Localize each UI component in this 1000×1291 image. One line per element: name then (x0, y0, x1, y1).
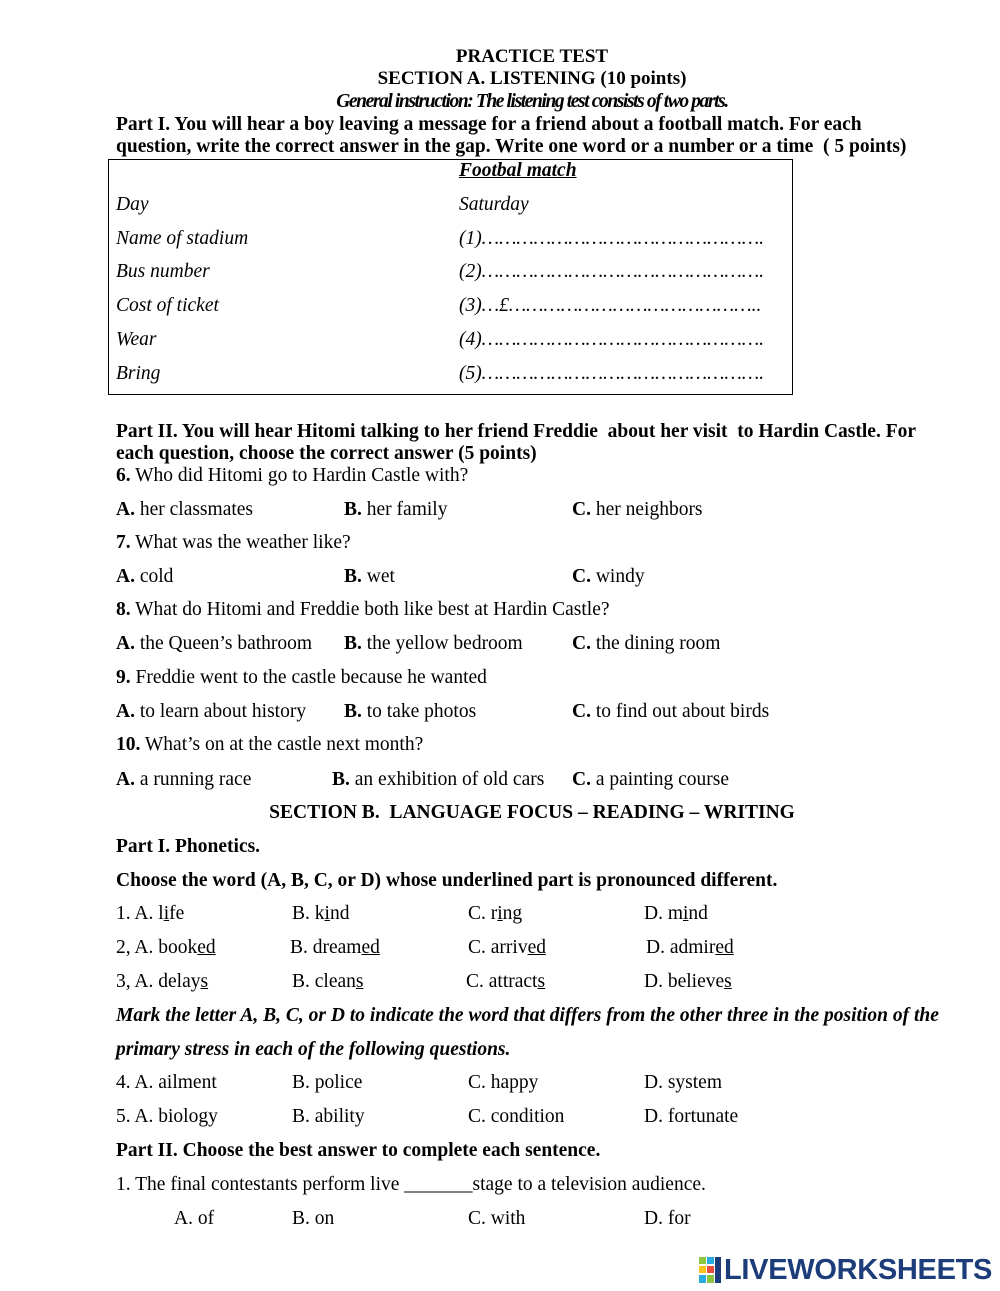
option-a (116, 903, 184, 925)
question-number: 10. (116, 734, 141, 755)
row-label: Name of stadium (116, 228, 249, 249)
question-number: 6. (116, 465, 131, 486)
underlined-part: s (355, 971, 364, 992)
section-b-heading: SECTION B. LANGUAGE FOCUS – READING – WRITING (269, 802, 795, 823)
option-text: windy (590, 566, 645, 587)
underlined-part: i (497, 903, 503, 924)
option-text: the dining room (590, 633, 721, 654)
option-a (116, 971, 208, 993)
option-b: B. ability (292, 1106, 365, 1127)
word-suffix: nd (329, 903, 350, 924)
word-prefix: B. k (292, 903, 325, 924)
pronunciation-question-1 (0, 903, 1000, 925)
option-a (116, 769, 251, 791)
option-text: her classmates (134, 499, 254, 520)
option-letter: B. (332, 769, 350, 790)
question-9 (116, 667, 487, 689)
question-6 (116, 465, 468, 487)
option-d: D. for (644, 1208, 691, 1229)
option-b (292, 971, 363, 993)
option-c (572, 566, 645, 588)
word-suffix: nd (688, 903, 708, 924)
table-row-day (109, 194, 792, 216)
option-a: 5. A. biology (116, 1106, 218, 1127)
question-number: 8. (116, 599, 131, 620)
option-letter: B. (344, 633, 362, 654)
option-b (344, 633, 523, 655)
word-prefix: 2, A. book (116, 937, 198, 958)
option-text: the Queen’s bathroom (134, 633, 313, 654)
underlined-part: s (724, 971, 732, 992)
grammar-question-1 (116, 1174, 706, 1196)
word-prefix: D. believe (644, 971, 725, 992)
word-prefix: D. admir (646, 937, 716, 958)
word-prefix: C. arriv (468, 937, 528, 958)
table-row-wear (109, 329, 792, 351)
option-a: 4. A. ailment (116, 1072, 217, 1093)
question-text: What was the weather like? (130, 532, 351, 553)
question-8-options (0, 633, 1000, 655)
stress-instruction-line2: primary stress in each of the following questions. (116, 1039, 511, 1060)
option-b (332, 769, 544, 791)
option-text: her neighbors (590, 499, 703, 520)
option-d (644, 971, 732, 993)
option-c (468, 903, 522, 925)
question-number: 7. (116, 532, 131, 553)
word-prefix: B. dream (290, 937, 362, 958)
option-c (572, 701, 769, 723)
underlined-part: i (163, 903, 170, 924)
stress-instruction-line1: Mark the letter A, B, C, or D to indicate the word that differs from the other three in the position of the (116, 1005, 939, 1026)
option-letter: C. (572, 769, 591, 790)
general-instruction: General instruction: The listening test consists of two parts. (336, 91, 728, 112)
option-c (572, 499, 703, 521)
stress-question-5 (0, 1106, 1000, 1128)
table-row-stadium (109, 228, 792, 250)
answer-gap-2[interactable]: (2)…………………………………………. (459, 261, 765, 282)
option-text: the yellow bedroom (361, 633, 523, 654)
question-text: What do Hitomi and Freddie both like best at Hardin Castle? (130, 599, 610, 620)
pronunciation-question-3 (0, 971, 1000, 993)
option-c: C. condition (468, 1106, 565, 1127)
question-7-options (0, 566, 1000, 588)
option-text: to find out about birds (590, 701, 770, 722)
option-b: B. on (292, 1208, 335, 1229)
table-row-bring (109, 363, 792, 385)
underlined-part: s (537, 971, 546, 992)
option-text: an exhibition of old cars (349, 769, 545, 790)
part2-instruction-line1: Part II. You will hear Hitomi talking to her friend Freddie about her visit to Hardin Castle. For (116, 421, 917, 442)
option-c: C. happy (468, 1072, 539, 1093)
word-prefix: B. clean (292, 971, 356, 992)
answer-gap-3[interactable]: (3)…£…………………………………….. (459, 295, 762, 316)
option-letter: B. (344, 499, 362, 520)
word-prefix: D. m (644, 903, 683, 924)
section-a-heading: SECTION A. LISTENING (10 points) (377, 68, 687, 89)
row-label: Wear (116, 329, 157, 350)
option-letter: B. (344, 701, 362, 722)
question-text: Who did Hitomi go to Hardin Castle with? (130, 465, 469, 486)
option-c (572, 633, 720, 655)
option-b (290, 937, 380, 959)
question-number: 9. (116, 667, 131, 688)
option-a (116, 701, 306, 723)
option-letter: A. (116, 769, 135, 790)
option-letter: C. (572, 633, 591, 654)
option-letter: C. (572, 566, 591, 587)
liveworksheets-logo-icon (699, 1257, 722, 1289)
liveworksheets-logo-text: LIVEWORKSHEETS (724, 1254, 993, 1286)
question-6-options (0, 499, 1000, 521)
table-row-bus-number (109, 261, 792, 283)
question-9-options (0, 701, 1000, 723)
option-b (344, 499, 447, 521)
option-letter: A. (116, 566, 135, 587)
part1-instruction-line1: Part I. You will hear a boy leaving a message for a friend about a football match. For each (116, 114, 862, 135)
grammar-question-1-options (0, 1208, 1000, 1230)
question-10 (116, 734, 423, 756)
word-suffix: ng (502, 903, 523, 924)
underlined-part: ed (361, 937, 380, 958)
underlined-part: ed (715, 937, 734, 958)
answer-gap-1[interactable]: (1)…………………………………………. (459, 228, 765, 249)
option-d: D. system (644, 1072, 722, 1093)
option-a (116, 633, 312, 655)
option-d (644, 903, 708, 925)
word-prefix: C. r (468, 903, 498, 924)
option-c (572, 769, 729, 791)
underlined-part: i (324, 903, 330, 924)
option-c (466, 971, 545, 993)
option-text: a running race (134, 769, 252, 790)
option-letter: B. (344, 566, 362, 587)
table-title: Footbal match (459, 160, 577, 181)
option-text: to take photos (361, 701, 477, 722)
option-letter: A. (116, 701, 135, 722)
liveworksheets-logo (699, 1253, 994, 1287)
underlined-part: i (683, 903, 689, 924)
answer-blank[interactable]: _______ (404, 1174, 473, 1195)
option-letter: C. (572, 499, 591, 520)
option-letter: A. (116, 633, 135, 654)
option-b (344, 566, 395, 588)
option-b: B. police (292, 1072, 363, 1093)
answer-gap-4[interactable]: (4)…………………………………………. (459, 329, 765, 350)
option-text: cold (134, 566, 174, 587)
part2-instruction-line2: each question, choose the correct answer (5 points) (116, 443, 537, 464)
sentence-end: stage to a television audience. (472, 1174, 706, 1195)
table-row-ticket-cost (109, 295, 792, 317)
part2-grammar-title: Part II. Choose the best answer to complete each sentence. (116, 1140, 601, 1161)
option-c: C. with (468, 1208, 526, 1229)
option-a (116, 937, 216, 959)
option-a (116, 499, 253, 521)
option-text: her family (361, 499, 448, 520)
question-text: Freddie went to the castle because he wanted (130, 667, 487, 688)
word-prefix: 1. A. l (116, 903, 164, 924)
row-value: Saturday (459, 194, 529, 215)
option-d (646, 937, 734, 959)
underlined-part: s (200, 971, 209, 992)
part1-instruction-line2: question, write the correct answer in the gap. Write one word or a number or a time ( 5 points) (116, 136, 907, 157)
question-10-options (0, 769, 1000, 791)
underlined-part: ed (197, 937, 216, 958)
sentence-start: 1. The final contestants perform live (116, 1174, 405, 1195)
stress-question-4 (0, 1072, 1000, 1094)
option-text: wet (361, 566, 395, 587)
option-letter: A. (116, 499, 135, 520)
answer-gap-5[interactable]: (5)…………………………………………. (459, 363, 765, 384)
page-title: PRACTICE TEST (455, 46, 609, 67)
underlined-part: ed (527, 937, 546, 958)
option-c (468, 937, 546, 959)
row-label: Bring (116, 363, 161, 384)
row-label: Bus number (116, 261, 210, 282)
option-text: a painting course (590, 769, 730, 790)
pronunciation-question-2 (0, 937, 1000, 959)
question-8 (116, 599, 610, 621)
option-b (292, 903, 349, 925)
pronunciation-instruction: Choose the word (A, B, C, or D) whose underlined part is pronounced different. (116, 870, 778, 891)
row-label: Cost of ticket (116, 295, 219, 316)
question-text: What’s on at the castle next month? (140, 734, 424, 755)
option-a (116, 566, 173, 588)
word-prefix: 3, A. delay (116, 971, 201, 992)
phonetics-title: Part I. Phonetics. (116, 836, 261, 857)
option-d: D. fortunate (644, 1106, 739, 1127)
option-letter: C. (572, 701, 591, 722)
option-text: to learn about history (134, 701, 307, 722)
word-suffix: fe (169, 903, 185, 924)
word-prefix: C. attract (466, 971, 538, 992)
question-7 (116, 532, 351, 554)
row-label: Day (116, 194, 149, 215)
option-a: A. of (174, 1208, 215, 1229)
football-match-table (108, 159, 793, 395)
option-b (344, 701, 476, 723)
